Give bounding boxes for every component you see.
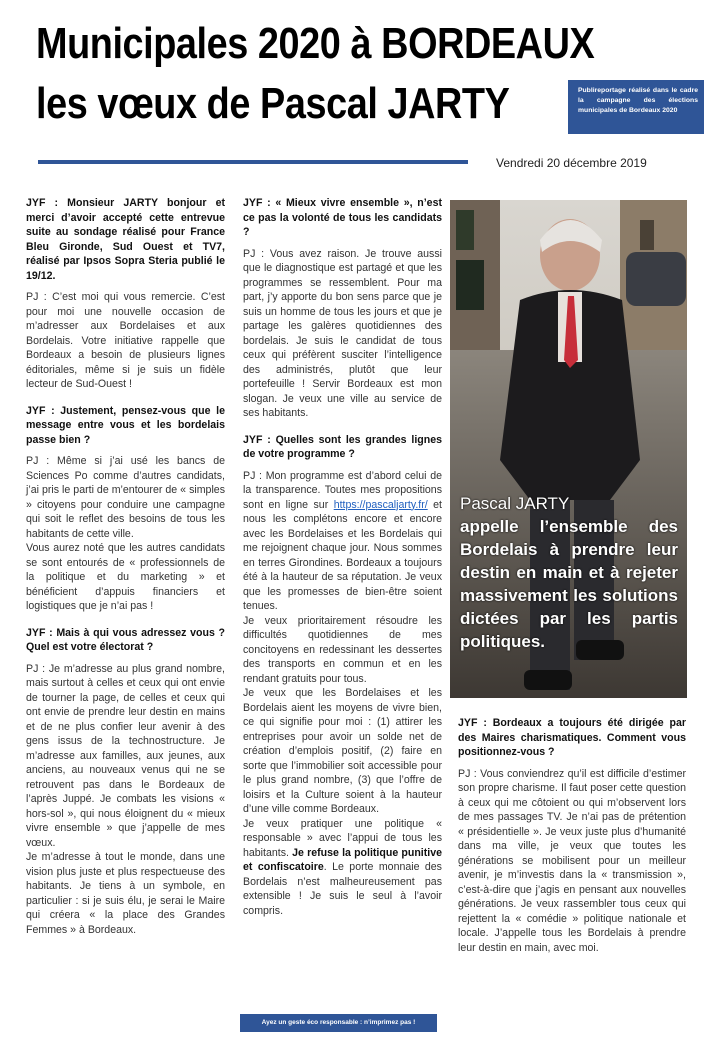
question: JYF : Quelles sont les grandes lignes de votre programme ?	[243, 433, 442, 460]
question: JYF : Bordeaux a toujours été dirigée par des Maires charismatiques. Comment vous positionnez-vous ?	[458, 717, 686, 758]
answer-paragraph: PJ : Je m’adresse au plus grand nombre, mais surtout à celles et ceux qui ont envie de tourner la page, de celles et ceux qui ont envie de prendre leur destin en mains et de ne plus confier leur avenir à des gens issus de la technostructure. Je m’adresse aux familles, aux jeunes, aux anciens, au nouveaux venus qui ne se retrouvent pas dans le Bordeaux de l’après Juppé. Je combats les visions « hors-sol », qui nous éloignent du « mieux vivre ensemble » que j’appelle de mes vœux.	[26, 662, 225, 849]
answer-paragraph: Vous aurez noté que les autres candidats se sont entourés de « professionnels de la politique et du marketing » et bénéficient d’appuis financiers et logistiques que je n’ai pas !	[26, 542, 225, 612]
question: JYF : Mais à qui vous adressez vous ? Quel est votre électorat ?	[26, 626, 225, 653]
website-link[interactable]: https://pascaljarty.fr/	[333, 498, 428, 511]
caption-text: appelle l’ensemble des Bordelais à prendre leur destin en main et à rejeter massivement les solutions dictées par les partis politiques.	[460, 517, 678, 651]
answer	[243, 469, 442, 919]
answer-paragraph: Je veux prioritairement résoudre les difficultés quotidiennes de mes concitoyens en redessinant les dessertes des transports en commun et en les rendant gratuits pour tous.	[243, 614, 442, 685]
question: JYF : Justement, pensez-vous que le message entre vous et les bordelais passe bien ?	[26, 404, 225, 446]
question: JYF : « Mieux vivre ensemble », n’est ce pas la volonté de tous les candidats ?	[243, 197, 442, 238]
answer-text: et nous les complétons encore et encore avec les Bordelaises et les Bordelais qui me rejoignent chaque jour. Nous sommes en terres Girondines. Bordeaux a toujours été à la hauteur de sa réputation. Je veux que les promesses de bien-être soient tenues.	[243, 498, 442, 612]
answer: PJ : Vous conviendrez qu’il est difficile d’estimer son propre charisme. Il faut poser cette question à ceux qui me côtoient ou qui m’observent lors de mes passages TV. Je n’ai pas de prétention « présidentielle ». Je veux juste plus d’humanité dans ma ville, je veux que toutes les générations se mobilisent pour un meilleur avenir, je m’investis dans la « transmission », c’est-à-dire que j’agis en pensant aux nouvelles générations. Je veux rassembler tous ceux qui rejettent la « comédie » politique nationale et locale. J’appelle tous les Bordelais à prendre leur destin en main, avec moi.	[458, 767, 686, 954]
headline-line-1: Municipales 2020 à BORDEAUX	[36, 19, 595, 68]
answer-text: Je veux pratiquer une politique « responsable » avec l’appui de tous les habitants.	[243, 817, 442, 859]
answer-bold-text: Je refuse la politique punitive et confiscatoire	[243, 846, 442, 873]
answer-paragraph	[243, 817, 442, 919]
answer: PJ : C’est moi qui vous remercie. C’est pour moi une nouvelle occasion de m’adresser aux Bordelaises et aux Bordelais. Votre initiative rappelle que Bordeaux a besoin de plusieurs lignes éditoriales, même si je suis un fidèle lecteur de Sud-Ouest !	[26, 291, 225, 390]
answer-text: . Le porte monnaie des Bordelais n’est malheureusement pas extensible ! Je suis le seul à l’avoir compris.	[243, 861, 442, 917]
answer: PJ : Vous avez raison. Je trouve aussi que le diagnostique est partagé et que les programmes se ressemblent. Pour ma part, j’y apporte du bon sens parce que je suis un homme de tous les jours et que je partage les galères quotidiennes des bordelais. Je suis le candidat de tous ceux qui préfèrent susciter l’intelligence des administrés, plutôt que leur portefeuille ! Servir Bordeaux est mon slogan. Je veux une ville au service de ses habitants.	[243, 247, 442, 419]
question: JYF : Monsieur JARTY bonjour et merci d’avoir accepté cette entrevue suite au sondage réalisé pour France Bleu Gironde, Sud Ouest et TV7, réalisé par Ipsos Sopra Steria publié le 19/12.	[26, 197, 225, 282]
caption-name: Pascal JARTY	[460, 494, 570, 513]
answer-text: PJ : Mon programme est d’abord celui de la transparence. Toutes mes propositions sont en ligne sur	[243, 469, 442, 511]
eco-notice: Ayez un geste éco responsable : n’imprimez pas !	[240, 1014, 437, 1032]
photo-caption	[460, 492, 678, 653]
header-divider	[38, 160, 468, 164]
publireportage-notice: Publireportage réalisé dans le cadre la campagne des élections municipales de Bordeaux 2020	[568, 80, 704, 134]
answer-paragraph: Je veux que les Bordelaises et les Bordelais aient les moyens de vivre bien, ce qui signifie pour moi : (1) attirer les entreprises pour avoir un solde net de création d’emplois positif, (2) faire en sorte que l’immobilier soit accessible pour le plus grand nombre, (3) que l’offre de loisirs et la Culture soient à la hauteur d’une ville comme Bordeaux.	[243, 687, 442, 815]
publication-date: Vendredi 20 décembre 2019	[496, 156, 647, 170]
answer-paragraph: PJ : Même si j’ai usé les bancs de Sciences Po comme d’autres candidats, j’ai pris le parti de m’entourer de « simples » citoyens pour conduire une campagne qui soit le reflet des besoins de tous les habitants de cette ville.	[26, 455, 225, 540]
answer	[26, 662, 225, 938]
answer-paragraph: Je m’adresse à tout le monde, dans une vision plus juste et plus respectueuse des habitants. Je tiens à un symbole, en particulier : si je suis élu, je serai le Maire qui créera « la place des Grandes Femmes » à Bordeaux.	[26, 851, 225, 936]
column-2	[243, 196, 442, 930]
column-1	[26, 196, 225, 949]
answer	[26, 454, 225, 614]
column-3	[458, 716, 686, 967]
headline-line-2: les vœux de Pascal JARTY	[36, 79, 510, 128]
answer-paragraph	[243, 469, 442, 614]
